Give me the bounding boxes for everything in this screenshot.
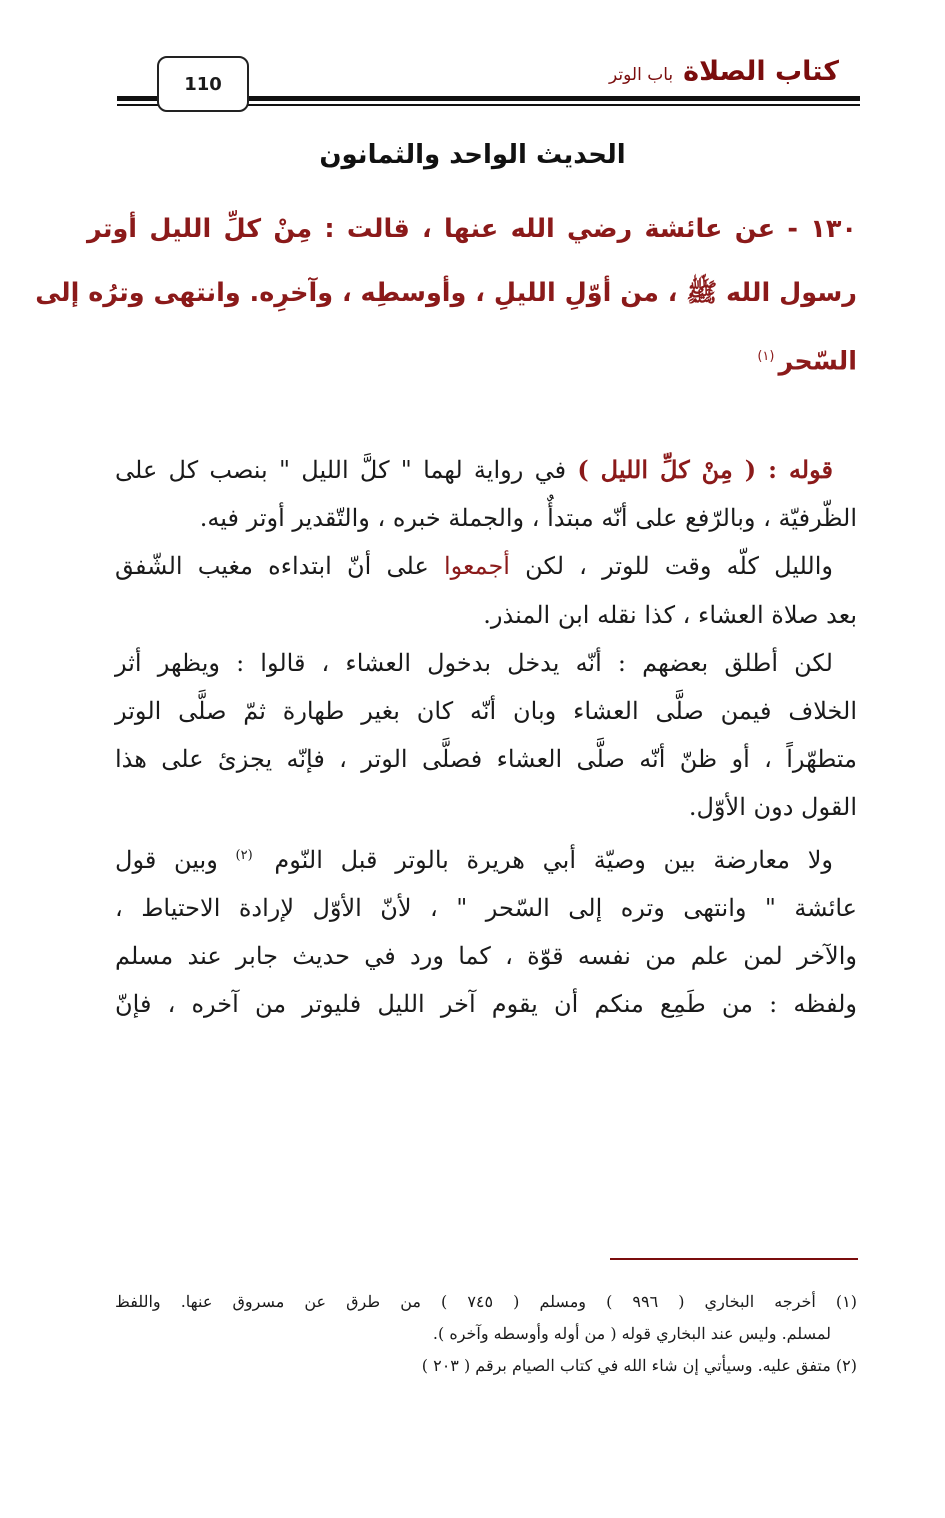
body-line: لكن أطلق بعضهم : أنّه يدخل بدخول العشاء ، قالوا : ويظهر أثر <box>115 648 833 677</box>
body-line <box>115 832 857 884</box>
hadith-line-3-text: السّحر <box>778 346 857 377</box>
body-line: ولفظه : من طَمِع منكم أن يقوم آخر الليل فليوتر من آخره ، فإنّ <box>115 990 857 1019</box>
hadith-text <box>35 197 857 394</box>
footnote-2: (٢) متفق عليه. وسيأتي إن شاء الله في كتاب الصيام برقم ( ٢٠٣ ) <box>421 1356 857 1375</box>
hadith-line-3 <box>87 325 857 394</box>
body-line <box>115 446 857 494</box>
hadith-line-2: رسول الله ﷺ ، من أوّلِ الليلِ ، وأوسطِه ، وآخرِه. وانتهى وترُه إلى <box>35 278 857 308</box>
footnote-1-line-1: (١) أخرجه البخاري ( ٩٩٦ ) ومسلم ( ٧٤٥ ) من طرق عن مسروق عنها. واللفظ <box>115 1292 858 1311</box>
body-text-segment: ولا معارضة بين وصيّة أبي هريرة بالوتر قبل النّوم <box>274 845 833 874</box>
body-text-segment: والليل كلّه وقت للوتر ، لكن <box>525 552 833 581</box>
body-line: والآخر لمن علم من نفسه قوّة ، كما ورد في حديث جابر عند مسلم <box>115 942 858 971</box>
body-text-segment: وبين قول <box>115 845 218 874</box>
body-line: بعد صلاة العشاء ، كذا نقله ابن المنذر. <box>483 600 857 629</box>
footnote-ref-1[interactable]: (١) <box>757 349 775 364</box>
chapter-title: باب الوتر <box>609 65 674 85</box>
footnote-separator <box>610 1258 858 1260</box>
body-line: القول دون الأوّل. <box>688 793 857 822</box>
footnote-ref-2[interactable]: (٢) <box>235 847 253 863</box>
footnotes <box>115 1286 857 1382</box>
highlighted-word: أجمعوا <box>443 552 510 581</box>
body-line: عائشة " وانتهى وتره إلى السّحر " ، لأنّ الأوّل لإرادة الاحتياط ، <box>115 893 857 922</box>
body-line: الظّرفيّة ، وبالرّفع على أنّه مبتدأٌ ، والجملة خبره ، والتّقدير أوتر فيه. <box>199 504 857 533</box>
hadith-line-1: ١٣٠ - عن عائشة رضي الله عنها ، قالت : مِنْ كلِّ الليل أوتر <box>87 214 857 244</box>
body-text-segment: على أنّ ابتداءه مغيب الشّفق <box>115 552 429 581</box>
footnote-1-line-2: لمسلم. وليس عند البخاري قوله ( من أوله وأوسطه وآخره ). <box>432 1324 831 1343</box>
body-line: متطهّراً ، أو ظنّ أنّه صلَّى العشاء فصلَّى الوتر ، فإنّه يجزئ على هذا <box>115 745 857 774</box>
running-header <box>609 56 839 87</box>
book-title: كتاب الصلاة <box>683 56 839 87</box>
commentary-body <box>115 446 857 1028</box>
quoted-phrase: قوله : ( مِنْ كلِّ الليل ) <box>577 455 833 484</box>
body-line <box>115 542 857 590</box>
body-line: الخلاف فيمن صلَّى العشاء وبان أنّه كان بغير طهارة ثمّ صلَّى الوتر <box>115 697 857 726</box>
section-heading: الحديث الواحد والثمانون <box>319 140 626 170</box>
page-number: 110 <box>157 56 249 112</box>
body-text-segment: في رواية لهما " كلَّ الليل " بنصب كل على <box>115 456 567 484</box>
